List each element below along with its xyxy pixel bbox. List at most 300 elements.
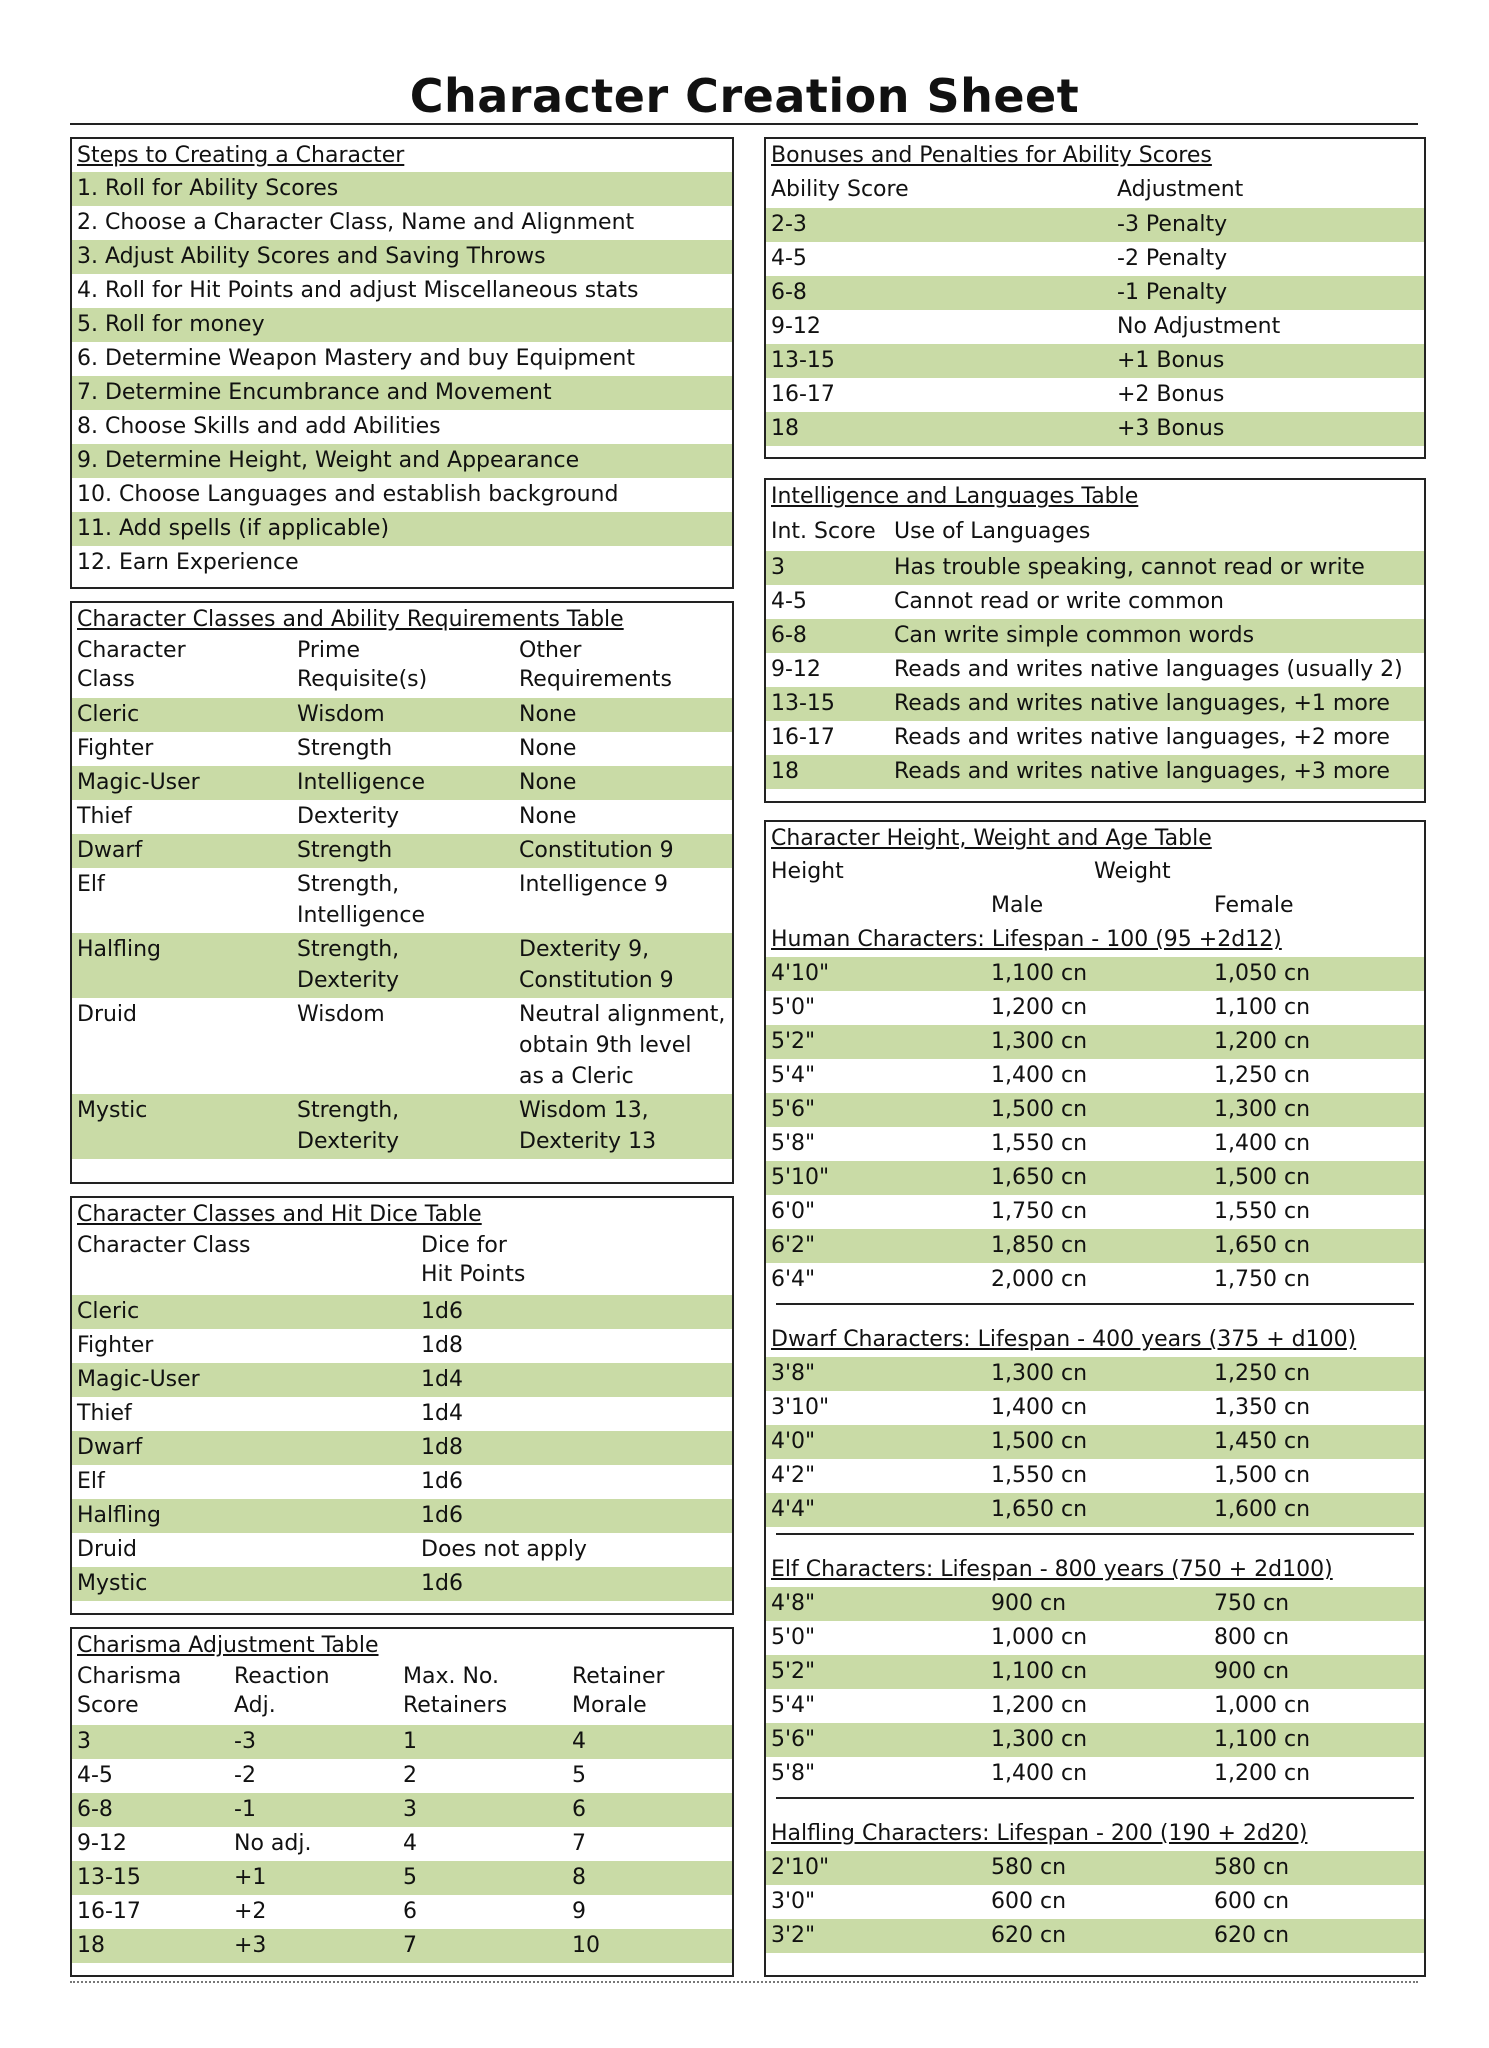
table-row-cell: 6 [403,1899,417,1924]
table-row-cell: 1,000 cn [991,1625,1088,1650]
title-rule [70,123,1418,125]
table-row-cell: Magic-User [77,770,200,795]
table-row-cell: 1,400 cn [1214,1131,1311,1156]
table-row [766,1025,1424,1059]
table-header-cell: Dice for Hit Points [421,1233,526,1287]
group-title: Halfling Characters: Lifespan - 200 (190 + 2d20) [771,1821,1308,1846]
table-row [766,755,1424,789]
table-row-cell: 1,500 cn [1214,1165,1311,1190]
table-row-cell: 5'2" [771,1029,816,1054]
table-row [766,585,1424,619]
height-weight-box [764,820,1426,1977]
table-row-cell: 6'2" [771,1233,816,1258]
table-row-cell: 1,650 cn [991,1497,1088,1522]
table-row-cell: 6-8 [771,280,807,305]
table-header-cell: Adjustment [1117,177,1244,202]
table-row-cell: +2 Bonus [1117,382,1225,407]
table-row-cell: 4'10" [771,961,830,986]
table-row [766,1229,1424,1263]
table-row [72,1363,732,1397]
table-row [766,1587,1424,1621]
table-row [766,1357,1424,1391]
table-row [766,1195,1424,1229]
table-row-cell: 1,500 cn [991,1097,1088,1122]
table-row [766,1391,1424,1425]
table-row-cell: 800 cn [1214,1625,1290,1650]
table-row-cell: 1,300 cn [1214,1097,1311,1122]
class-requirements-title: Character Classes and Ability Requirements Table [77,607,624,632]
table-row-cell: 7 [403,1933,417,1958]
group-divider [776,1797,1414,1799]
table-row-cell: 1,300 cn [991,1029,1088,1054]
table-row-cell: Mystic [77,1098,148,1123]
table-row-cell: 1,200 cn [991,995,1088,1020]
table-row [72,834,732,868]
table-row-cell: 3'10" [771,1395,830,1420]
table-row-cell: 6-8 [771,623,807,648]
table-row-cell: 1,050 cn [1214,961,1311,986]
step-item: 10. Choose Languages and establish background [77,482,619,507]
table-row-cell: 9 [572,1899,586,1924]
table-row-cell: 7 [572,1831,586,1856]
table-row [766,310,1424,344]
table-row-cell: Neutral alignment, obtain 9th level as a Cleric [519,1002,726,1089]
table-row-cell: Fighter [77,736,154,761]
table-row [766,551,1424,585]
table-row [72,800,732,834]
table-row-cell: 1,400 cn [991,1395,1088,1420]
table-row [72,1895,732,1929]
table-row-cell: 1d4 [421,1401,463,1426]
table-row-cell: 4'0" [771,1429,816,1454]
table-row-cell: Druid [77,1002,138,1027]
table-row-cell: 9-12 [77,1831,127,1856]
table-row-cell: Elf [77,1469,105,1494]
table-header-cell: Female [1214,893,1294,918]
table-row [72,1725,732,1759]
table-row [72,933,732,998]
table-row [766,721,1424,755]
table-row-cell: Fighter [77,1333,154,1358]
step-item: 6. Determine Weapon Mastery and buy Equipment [77,346,636,371]
table-row-cell: -1 Penalty [1117,280,1228,305]
table-row-cell: -2 Penalty [1117,246,1228,271]
table-row-cell: 2 [403,1763,417,1788]
table-row-cell: None [519,804,577,829]
languages-title: Intelligence and Languages Table [771,484,1139,509]
step-item: 2. Choose a Character Class, Name and Alignment [77,210,635,235]
table-row-cell: 16-17 [77,1899,141,1924]
table-row [766,1851,1424,1885]
table-row [766,208,1424,242]
table-row [72,1827,732,1861]
group-spacer [766,1803,1424,1817]
table-row-cell: 1,000 cn [1214,1693,1311,1718]
table-row-cell: No adj. [234,1831,312,1856]
table-row [72,1329,732,1363]
table-header-cell: Reaction Adj. [234,1664,330,1718]
table-row-cell: 4-5 [771,246,807,271]
height-weight-title: Character Height, Weight and Age Table [771,826,1212,851]
table-row-cell: 18 [771,416,799,441]
table-row [766,1263,1424,1297]
step-item: 7. Determine Encumbrance and Movement [72,376,732,410]
table-row-cell: 3'0" [771,1889,816,1914]
table-row [766,957,1424,991]
table-row-cell: Strength, Intelligence [297,872,426,928]
group-title: Human Characters: Lifespan - 100 (95 +2d12) [771,927,1282,952]
table-row-cell: Mystic [77,1571,148,1596]
ability-adjustments-table [766,172,1424,446]
table-row-cell: Reads and writes native languages, +2 more [894,725,1390,750]
table-row-cell: 4'8" [771,1591,816,1616]
table-row-cell: 1,550 cn [991,1131,1088,1156]
table-header-cell: Character Class [77,1233,251,1258]
table-header [72,1662,732,1725]
table-row-cell: 620 cn [991,1923,1067,1948]
table-row-cell: -3 Penalty [1117,212,1228,237]
table-header-cell: Charisma Score [77,1664,182,1718]
hit-dice-title: Character Classes and Hit Dice Table [77,1202,482,1227]
table-row-cell: 1,400 cn [991,1761,1088,1786]
table-row-cell: 16-17 [771,725,835,750]
table-row-cell: 3'8" [771,1361,816,1386]
table-row [766,991,1424,1025]
table-row [72,868,732,933]
languages-table [766,513,1424,789]
table-row-cell: 6 [572,1797,586,1822]
ability-adjustments-box [764,137,1426,459]
table-row-cell: 1d8 [421,1333,463,1358]
table-row-cell: Strength, Dexterity [297,937,400,993]
group-title: Elf Characters: Lifespan - 800 years (750 + 2d100) [771,1557,1333,1582]
table-row-cell: 2,000 cn [991,1267,1088,1292]
table-row-cell: Wisdom 13, Dexterity 13 [519,1098,657,1154]
group-divider [776,1303,1414,1305]
table-row-cell: Strength [297,838,393,863]
table-row-cell: 1,350 cn [1214,1395,1311,1420]
height-weight-table [766,855,1424,1953]
group-spacer [766,1309,1424,1323]
step-item: 12. Earn Experience [77,550,299,575]
charisma-title: Charisma Adjustment Table [77,1633,379,1658]
table-row-cell: 580 cn [991,1855,1067,1880]
table-row [72,698,732,732]
table-row [72,1094,732,1159]
class-requirements-table [72,636,732,1159]
table-row [766,1127,1424,1161]
table-header [766,513,1424,551]
table-row [766,276,1424,310]
table-header [72,1231,732,1295]
table-row-cell: Intelligence [297,770,426,795]
table-row-cell: Can write simple common words [894,623,1255,648]
table-row-cell: 1,450 cn [1214,1429,1311,1454]
table-row-cell: Cannot read or write common [894,589,1224,614]
table-row-cell: 4'4" [771,1497,816,1522]
table-row-cell: Halfling [77,1503,162,1528]
table-row-cell: Strength, Dexterity [297,1098,400,1154]
table-row-cell: 1d6 [421,1299,463,1324]
table-row-cell: Reads and writes native languages (usually 2) [894,657,1403,682]
table-row-cell: 1,100 cn [991,961,1088,986]
table-row-cell: 6'0" [771,1199,816,1224]
step-item: 1. Roll for Ability Scores [72,172,732,206]
table-row-cell: 1,100 cn [1214,1727,1311,1752]
table-row-cell: 1,300 cn [991,1361,1088,1386]
table-row [72,1759,732,1793]
table-row-cell: Dwarf [77,1435,143,1460]
table-row-cell: 13-15 [77,1865,141,1890]
table-row [72,998,732,1094]
table-row-cell: 1,250 cn [1214,1063,1311,1088]
table-header-cell: Max. No. Retainers [403,1664,508,1718]
ability-adjustments-title: Bonuses and Penalties for Ability Scores [771,143,1212,168]
step-item: 3. Adjust Ability Scores and Saving Throws [72,240,732,274]
table-row-cell: 1d6 [421,1571,463,1596]
table-row [72,1929,732,1963]
table-row-cell: Magic-User [77,1367,200,1392]
table-row-cell: 5'10" [771,1165,830,1190]
table-row-cell: 9-12 [771,657,821,682]
table-row-cell: None [519,736,577,761]
table-row-cell: Elf [77,872,105,897]
table-row-cell: 5'0" [771,995,816,1020]
table-row-cell: Thief [77,804,132,829]
hit-dice-box [70,1196,734,1615]
table-header [766,172,1424,208]
table-row-cell: 2-3 [771,212,807,237]
table-row-cell: 5 [403,1865,417,1890]
table-row-cell: 1,650 cn [1214,1233,1311,1258]
table-row-cell: Strength [297,736,393,761]
charisma-box [70,1627,734,1977]
table-row [766,687,1424,721]
charisma-table [72,1662,732,1963]
table-row-cell: -2 [234,1763,256,1788]
table-row [72,1793,732,1827]
steps-list [72,172,732,580]
table-row [766,378,1424,412]
table-header-cell: Male [991,893,1044,918]
table-row-cell: 6'4" [771,1267,816,1292]
hit-dice-table [72,1231,732,1601]
table-row-cell: 1d4 [421,1367,463,1392]
table-row-cell: Has trouble speaking, cannot read or write [894,555,1365,580]
table-row-cell: Does not apply [421,1537,587,1562]
table-row [766,653,1424,687]
table-row-cell: Wisdom [297,702,385,727]
table-row [766,242,1424,276]
table-row-cell: 1 [403,1729,417,1754]
table-row [72,732,732,766]
table-subheader [766,889,1424,923]
table-row-cell: 1,500 cn [1214,1463,1311,1488]
steps-box [70,137,734,589]
class-requirements-box [70,601,734,1184]
table-row-cell: 580 cn [1214,1855,1290,1880]
page-title: Character Creation Sheet [409,69,1080,123]
table-row-cell: 4'2" [771,1463,816,1488]
table-row [72,1861,732,1895]
table-row [766,1093,1424,1127]
step-item: 8. Choose Skills and add Abilities [77,414,441,439]
table-row [766,619,1424,653]
table-row-cell: 1d6 [421,1469,463,1494]
table-row-cell: 1,500 cn [991,1429,1088,1454]
table-row-cell: No Adjustment [1117,314,1281,339]
table-row-cell: 6-8 [77,1797,113,1822]
table-row-cell: -1 [234,1797,256,1822]
table-row-cell: 1,750 cn [1214,1267,1311,1292]
table-row [766,412,1424,446]
table-row [72,1499,732,1533]
table-row-cell: 10 [572,1933,600,1958]
table-row-cell: 5'6" [771,1727,816,1752]
table-row-cell: +3 [234,1933,267,1958]
table-row-cell: 1,750 cn [991,1199,1088,1224]
table-row-cell: 1,300 cn [991,1727,1088,1752]
table-row-cell: 1,250 cn [1214,1361,1311,1386]
table-row [72,1431,732,1465]
table-header [766,855,1424,889]
table-row-cell: 4 [572,1729,586,1754]
table-row [766,1493,1424,1527]
table-row-cell: Dexterity [297,804,400,829]
table-row [766,1459,1424,1493]
table-row [72,766,732,800]
table-row-cell: Constitution 9 [519,838,674,863]
table-row [766,1689,1424,1723]
table-row-cell: 5 [572,1763,586,1788]
table-row-cell: 1,850 cn [991,1233,1088,1258]
table-row-cell: 1,100 cn [991,1659,1088,1684]
table-row-cell: 18 [771,759,799,784]
table-row-cell: Wisdom [297,1002,385,1027]
table-row-cell: 1,100 cn [1214,995,1311,1020]
table-row-cell: 600 cn [991,1889,1067,1914]
table-header-cell: Retainer Morale [572,1664,665,1718]
table-row-cell: 5'8" [771,1761,816,1786]
table-row-cell: Halfling [77,937,162,962]
table-row-cell: 1,200 cn [991,1693,1088,1718]
table-row-cell: 3'2" [771,1923,816,1948]
table-row-cell: None [519,702,577,727]
table-row-cell: 2'10" [771,1855,830,1880]
table-row-cell: Dwarf [77,838,143,863]
table-header-cell: Ability Score [771,177,909,202]
table-row-cell: 13-15 [771,691,835,716]
table-row-cell: 600 cn [1214,1889,1290,1914]
table-row [72,1295,732,1329]
table-row-cell: Thief [77,1401,132,1426]
table-row [766,344,1424,378]
table-row-cell: 620 cn [1214,1923,1290,1948]
table-row [766,1425,1424,1459]
table-row-cell: 1,650 cn [991,1165,1088,1190]
table-row-cell: 5'6" [771,1097,816,1122]
table-row-cell: 5'4" [771,1063,816,1088]
table-header-cell: Height [771,859,844,884]
table-row-cell: 1,600 cn [1214,1497,1311,1522]
table-row [766,1885,1424,1919]
table-row-cell: 13-15 [771,348,835,373]
table-row [766,1621,1424,1655]
table-row-cell: 4-5 [771,589,807,614]
table-row-cell: Druid [77,1537,138,1562]
table-row-cell: 1,550 cn [991,1463,1088,1488]
table-row-cell: +3 Bonus [1117,416,1225,441]
table-header [72,636,732,698]
table-row [72,1533,732,1567]
table-row [72,1567,732,1601]
steps-title: Steps to Creating a Character [77,143,405,168]
bottom-rule [70,1981,1418,1983]
table-row-cell: 5'8" [771,1131,816,1156]
table-header-cell: Character Class [77,638,186,692]
table-row-cell: Dexterity 9, Constitution 9 [519,937,674,993]
table-row-cell: 3 [771,555,785,580]
table-row-cell: 9-12 [771,314,821,339]
table-row-cell: 5'0" [771,1625,816,1650]
table-row-cell: 1,200 cn [1214,1029,1311,1054]
table-header-cell: Int. Score [771,519,876,544]
table-header-cell: Prime Requisite(s) [297,638,428,692]
table-row-cell: 16-17 [771,382,835,407]
group-title: Dwarf Characters: Lifespan - 400 years (375 + d100) [771,1327,1357,1352]
table-row [766,1655,1424,1689]
table-row [766,1161,1424,1195]
table-row-cell: 5'4" [771,1693,816,1718]
table-row-cell: Reads and writes native languages, +1 more [894,691,1390,716]
step-item: 9. Determine Height, Weight and Appearance [72,444,732,478]
table-row-cell: 1,550 cn [1214,1199,1311,1224]
table-row [766,1723,1424,1757]
table-row-cell: Reads and writes native languages, +3 more [894,759,1390,784]
table-row-cell: 1d6 [421,1503,463,1528]
step-item: 4. Roll for Hit Points and adjust Miscellaneous stats [77,278,639,303]
table-row [766,1757,1424,1791]
table-row-cell: 1,400 cn [991,1063,1088,1088]
table-row-cell: Cleric [77,702,140,727]
group-divider [776,1533,1414,1535]
table-row-cell: +1 [234,1865,267,1890]
table-row [766,1919,1424,1953]
table-row-cell: 5'2" [771,1659,816,1684]
step-item: 11. Add spells (if applicable) [72,512,732,546]
table-row [72,1397,732,1431]
table-row-cell: 3 [403,1797,417,1822]
step-item: 5. Roll for money [72,308,732,342]
table-header-cell: Other Requirements [519,638,672,692]
table-row [766,1059,1424,1093]
table-row [72,1465,732,1499]
table-row-cell: 1d8 [421,1435,463,1460]
table-row-cell: None [519,770,577,795]
group-spacer [766,1539,1424,1553]
languages-box [764,478,1426,803]
table-row-cell: 8 [572,1865,586,1890]
table-row-cell: 1,200 cn [1214,1761,1311,1786]
table-row-cell: Intelligence 9 [519,872,668,897]
table-row-cell: 18 [77,1933,105,1958]
table-row-cell: 900 cn [991,1591,1067,1616]
table-row-cell: 3 [77,1729,91,1754]
table-row-cell: -3 [234,1729,256,1754]
table-row-cell: 4 [403,1831,417,1856]
table-row-cell: 900 cn [1214,1659,1290,1684]
table-row-cell: 750 cn [1214,1591,1290,1616]
